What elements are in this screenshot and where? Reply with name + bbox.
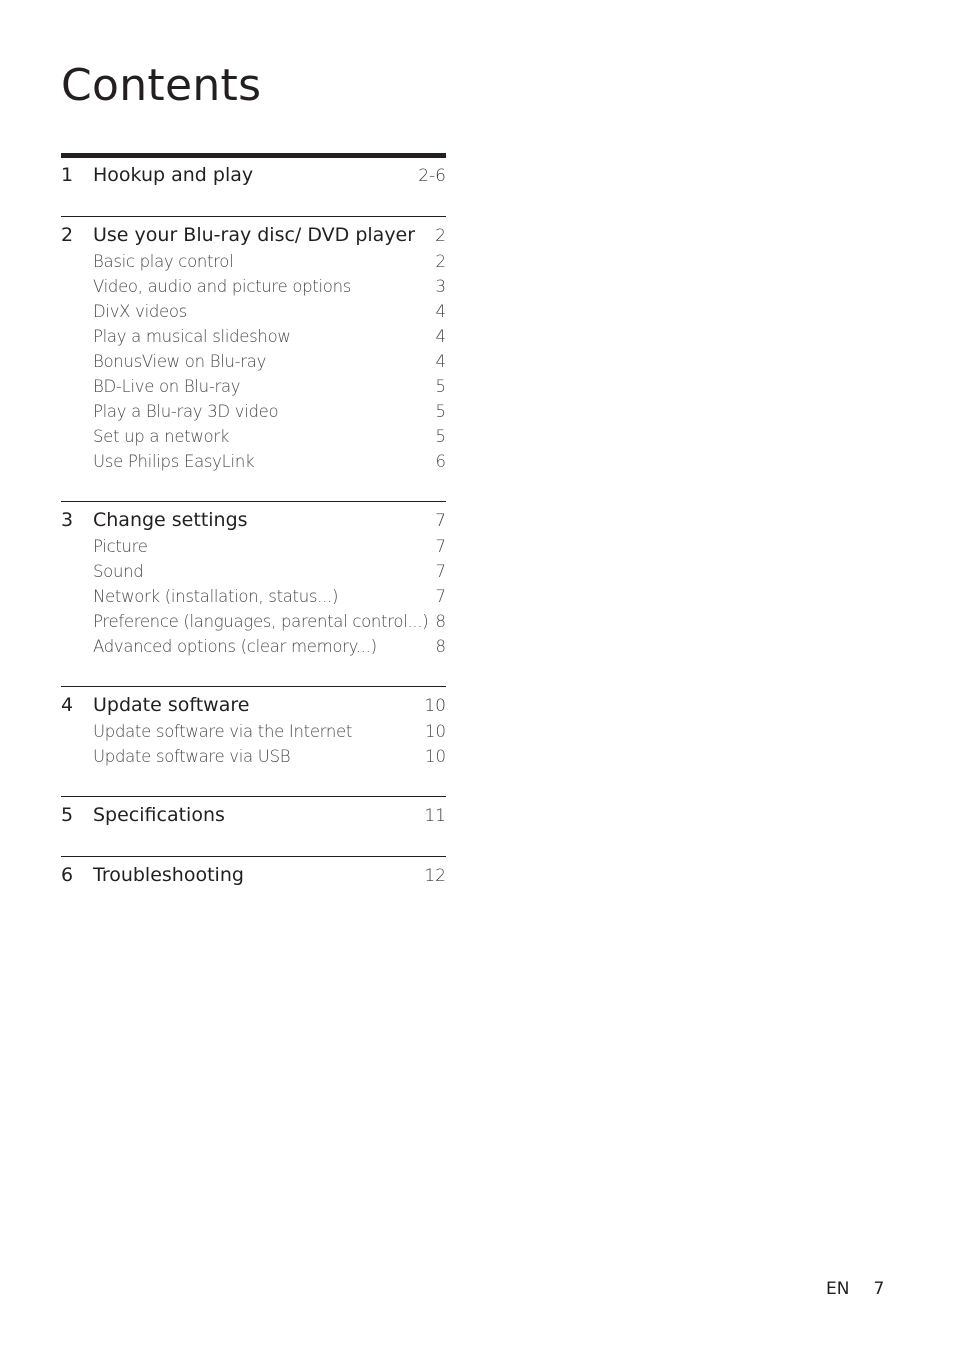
section-page: 7 — [435, 511, 446, 531]
toc-section-heading[interactable] — [61, 224, 446, 252]
section-number: 1 — [61, 164, 74, 186]
toc-item-page: 5 — [435, 402, 446, 421]
toc-section-heading[interactable] — [61, 864, 446, 892]
toc-item-label: Network (installation, status...) — [93, 587, 339, 606]
toc-item-label: Picture — [93, 537, 148, 556]
toc-item-page: 2 — [435, 252, 446, 271]
toc-item-label: Update software via USB — [93, 747, 291, 766]
toc-item-label: Update software via the Internet — [93, 722, 353, 741]
toc-item-page: 7 — [435, 562, 446, 581]
toc-item-label: Preference (languages, parental control...) — [93, 612, 429, 631]
toc-item-page: 6 — [435, 452, 446, 471]
toc-item-page: 8 — [435, 612, 446, 631]
section-number: 2 — [61, 224, 74, 246]
toc-item-label: DivX videos — [93, 302, 187, 321]
toc-section-heading[interactable] — [61, 804, 446, 832]
toc-item-page: 4 — [435, 302, 446, 321]
footer-page-number: 7 — [873, 1279, 885, 1299]
toc-item[interactable] — [61, 377, 446, 402]
section-number: 5 — [61, 804, 74, 826]
section-page: 10 — [424, 696, 446, 716]
toc-item[interactable] — [61, 562, 446, 587]
toc-item[interactable] — [61, 612, 446, 637]
toc-item-label: BD-Live on Blu-ray — [93, 377, 241, 396]
toc-item[interactable] — [61, 452, 446, 477]
section-title: Update software — [93, 694, 250, 716]
footer-language: EN — [826, 1279, 850, 1299]
toc-item-label: Play a Blu-ray 3D video — [93, 402, 279, 421]
toc-item[interactable] — [61, 402, 446, 427]
section-page: 2 — [435, 226, 446, 246]
section-title: Troubleshooting — [93, 864, 244, 886]
toc-section-4 — [61, 686, 446, 796]
toc-item[interactable] — [61, 277, 446, 302]
toc-section-3 — [61, 501, 446, 686]
toc-item[interactable] — [61, 722, 446, 747]
toc-section-2 — [61, 216, 446, 501]
toc-item-page: 10 — [425, 747, 446, 766]
toc-item-page: 5 — [435, 427, 446, 446]
toc-item[interactable] — [61, 302, 446, 327]
toc-item-page: 7 — [435, 587, 446, 606]
toc-item[interactable] — [61, 537, 446, 562]
toc-item-page: 7 — [435, 537, 446, 556]
toc-section-1 — [61, 153, 446, 216]
section-page: 11 — [424, 806, 446, 826]
toc-item-page: 5 — [435, 377, 446, 396]
section-page: 2-6 — [418, 166, 446, 186]
section-title: Hookup and play — [93, 164, 254, 186]
toc-item-label: Advanced options (clear memory...) — [93, 637, 377, 656]
toc-item[interactable] — [61, 427, 446, 452]
toc-item-page: 8 — [435, 637, 446, 656]
toc-item-page: 4 — [435, 327, 446, 346]
toc-item-label: Video, audio and picture options — [93, 277, 352, 296]
toc-item-page: 3 — [435, 277, 446, 296]
toc-item-page: 10 — [425, 722, 446, 741]
toc-item-label: Set up a network — [93, 427, 230, 446]
toc-item-label: Sound — [93, 562, 144, 581]
section-title: Specifications — [93, 804, 225, 826]
toc-section-5 — [61, 796, 446, 856]
section-title: Change settings — [93, 509, 248, 531]
toc-section-heading[interactable] — [61, 694, 446, 722]
toc-item-label: Play a musical slideshow — [93, 327, 291, 346]
table-of-contents — [61, 153, 446, 892]
toc-item-page: 4 — [435, 352, 446, 371]
section-number: 6 — [61, 864, 74, 886]
toc-section-heading[interactable] — [61, 509, 446, 537]
section-number: 4 — [61, 694, 74, 716]
toc-item[interactable] — [61, 327, 446, 352]
toc-item[interactable] — [61, 637, 446, 662]
toc-item[interactable] — [61, 747, 446, 772]
toc-item[interactable] — [61, 252, 446, 277]
section-page: 12 — [424, 866, 446, 886]
toc-item[interactable] — [61, 352, 446, 377]
section-number: 3 — [61, 509, 74, 531]
toc-item-label: Basic play control — [93, 252, 234, 271]
toc-item-label: BonusView on Blu-ray — [93, 352, 267, 371]
toc-section-heading[interactable] — [61, 164, 446, 192]
page-footer — [826, 1279, 884, 1299]
page-title: Contents — [61, 60, 262, 111]
toc-item-label: Use Philips EasyLink — [93, 452, 255, 471]
toc-section-6 — [61, 856, 446, 892]
section-title: Use your Blu-ray disc/ DVD player — [93, 224, 416, 246]
toc-item[interactable] — [61, 587, 446, 612]
